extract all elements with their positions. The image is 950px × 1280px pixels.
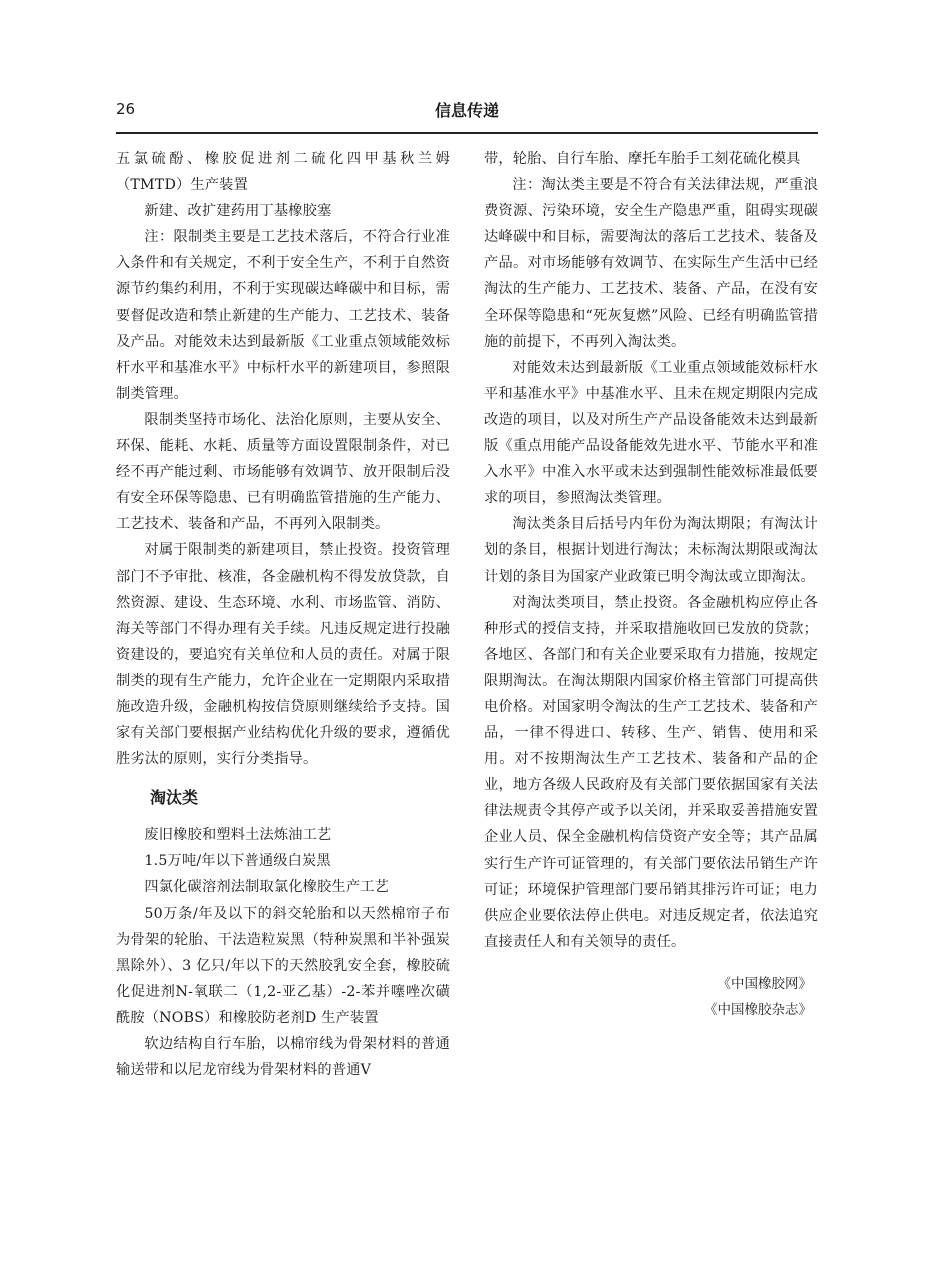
list-item: 废旧橡胶和塑料土法炼油工艺 xyxy=(144,827,332,844)
paragraph: 对能效未达到最新版《工业重点领域能效标杆水平和基准水平》中基准水平、且未在规定期限内完成改造的项目，以及对所生产产品设备能效未达到最新版《重点用能产品设备能效先进水平、节能水平和准入水平》中准入水平或未达到强制性能效标准最低要求的项目，参照淘汰类管理。 xyxy=(484,359,818,507)
paragraph: 限制类坚持市场化、法治化原则，主要从安全、环保、能耗、水耗、质量等方面设置限制条件，对已经不再产能过剩、市场能够有效调节、放开限制后没有安全环保等隐患、已有明确监管措施的生产能力、工艺技术、装备和产品，不再列入限制类。 xyxy=(116,411,450,533)
list-item: 软边结构自行车胎，以棉帘线为骨架材料的普通输送带和以尼龙帘线为骨架材料的普通V xyxy=(116,1036,450,1079)
page-number: 26 xyxy=(116,100,136,118)
page-header xyxy=(116,96,818,134)
paragraph: 新建、改扩建药用丁基橡胶塞 xyxy=(144,203,332,220)
paragraph: 对淘汰类项目，禁止投资。各金融机构应停止各种形式的授信支持，并采取措施收回已发放的贷款；各地区、各部门和有关企业要采取有力措施，按规定限期淘汰。在淘汰期限内国家价格主管部门可提高供电价格。对国家明令淘汰的生产工艺技术、装备和产品，一律不得进口、转移、生产、销售、使用和采用。对不按期淘汰生产工艺技术、装备和产品的企业，地方各级人民政府及有关部门要依据国家有关法律法规责令其停产或予以关闭，并采取妥善措施安置企业人员、保全金融机构信贷资产安全等；其产品属实行生产许可证管理的，有关部门要依法吊销生产许可证；环境保护管理部门要吊销其排污许可证；电力供应企业要依法停止供电。对违反规定者，依法追究直接责任人和有关领导的责任。 xyxy=(484,594,818,950)
paragraph: 五氯硫酚、橡胶促进剂二硫化四甲基秋兰姆（TMTD）生产装置 xyxy=(116,151,450,194)
note-paragraph: 注：限制类主要是工艺技术落后，不符合行业准入条件和有关规定，不利于安全生产，不利于自然资源节约集约利用，不利于实现碳达峰碳中和目标，需要督促改造和禁止新建的生产能力、工艺技术、装备及产品。对能效未达到最新版《工业重点领域能效标杆水平和基准水平》中标杆水平的新建项目，参照限制类管理。 xyxy=(116,229,450,402)
source-credit: 《中国橡胶杂志》 xyxy=(704,1001,812,1018)
right-column xyxy=(484,146,818,1023)
source-credits xyxy=(484,971,818,1023)
paragraph: 淘汰类条目后括号内年份为淘汰期限；有淘汰计划的条目，根据计划进行淘汰；未标淘汰期限或淘汰计划的条目为国家产业政策已明令淘汰或立即淘汰。 xyxy=(484,516,818,585)
left-column xyxy=(116,146,450,1083)
list-item: 50万条/年及以下的斜交轮胎和以天然棉帘子布为骨架的轮胎、干法造粒炭黑（特种炭黑和半补强炭黑除外）、3 亿只/年以下的天然胶乳安全套，橡胶硫化促进剂N-氧联二（1,2-亚乙基）-2-苯并噻唑次磺酰胺（NOBS）和橡胶防老剂D 生产装置 xyxy=(116,905,450,1026)
source-credit: 《中国橡胶网》 xyxy=(717,975,812,992)
list-item: 四氯化碳溶剂法制取氯化橡胶生产工艺 xyxy=(144,879,389,896)
section-heading: 淘汰类 xyxy=(150,788,199,808)
paragraph: 带，轮胎、自行车胎、摩托车胎手工刻花硫化模具 xyxy=(484,151,801,167)
paragraph: 对属于限制类的新建项目，禁止投资。投资管理部门不予审批、核准，各金融机构不得发放贷款，自然资源、建设、生态环境、水利、市场监管、消防、海关等部门不得办理有关手续。凡违反规定进行投融资建设的，要追究有关单位和人员的责任。对属于限制类的现有生产能力，允许企业在一定期限内采取措施改造升级，金融机构按信贷原则继续给予支持。国家有关部门要根据产业结构优化升级的要求，遵循优胜劣汰的原则，实行分类指导。 xyxy=(116,542,450,768)
note-paragraph: 注：淘汰类主要是不符合有关法律法规，严重浪费资源、污染环境，安全生产隐患严重，阻碍实现碳达峰碳中和目标，需要淘汰的落后工艺技术、装备及产品。对市场能够有效调节、在实际生产生活中已经淘汰的生产能力、工艺技术、装备、产品，在没有安全环保等隐患和“死灰复燃”风险、已经有明确监管措施的前提下，不再列入淘汰类。 xyxy=(484,177,818,350)
list-item: 1.5万吨/年以下普通级白炭黑 xyxy=(144,853,331,870)
running-title: 信息传递 xyxy=(434,101,499,120)
